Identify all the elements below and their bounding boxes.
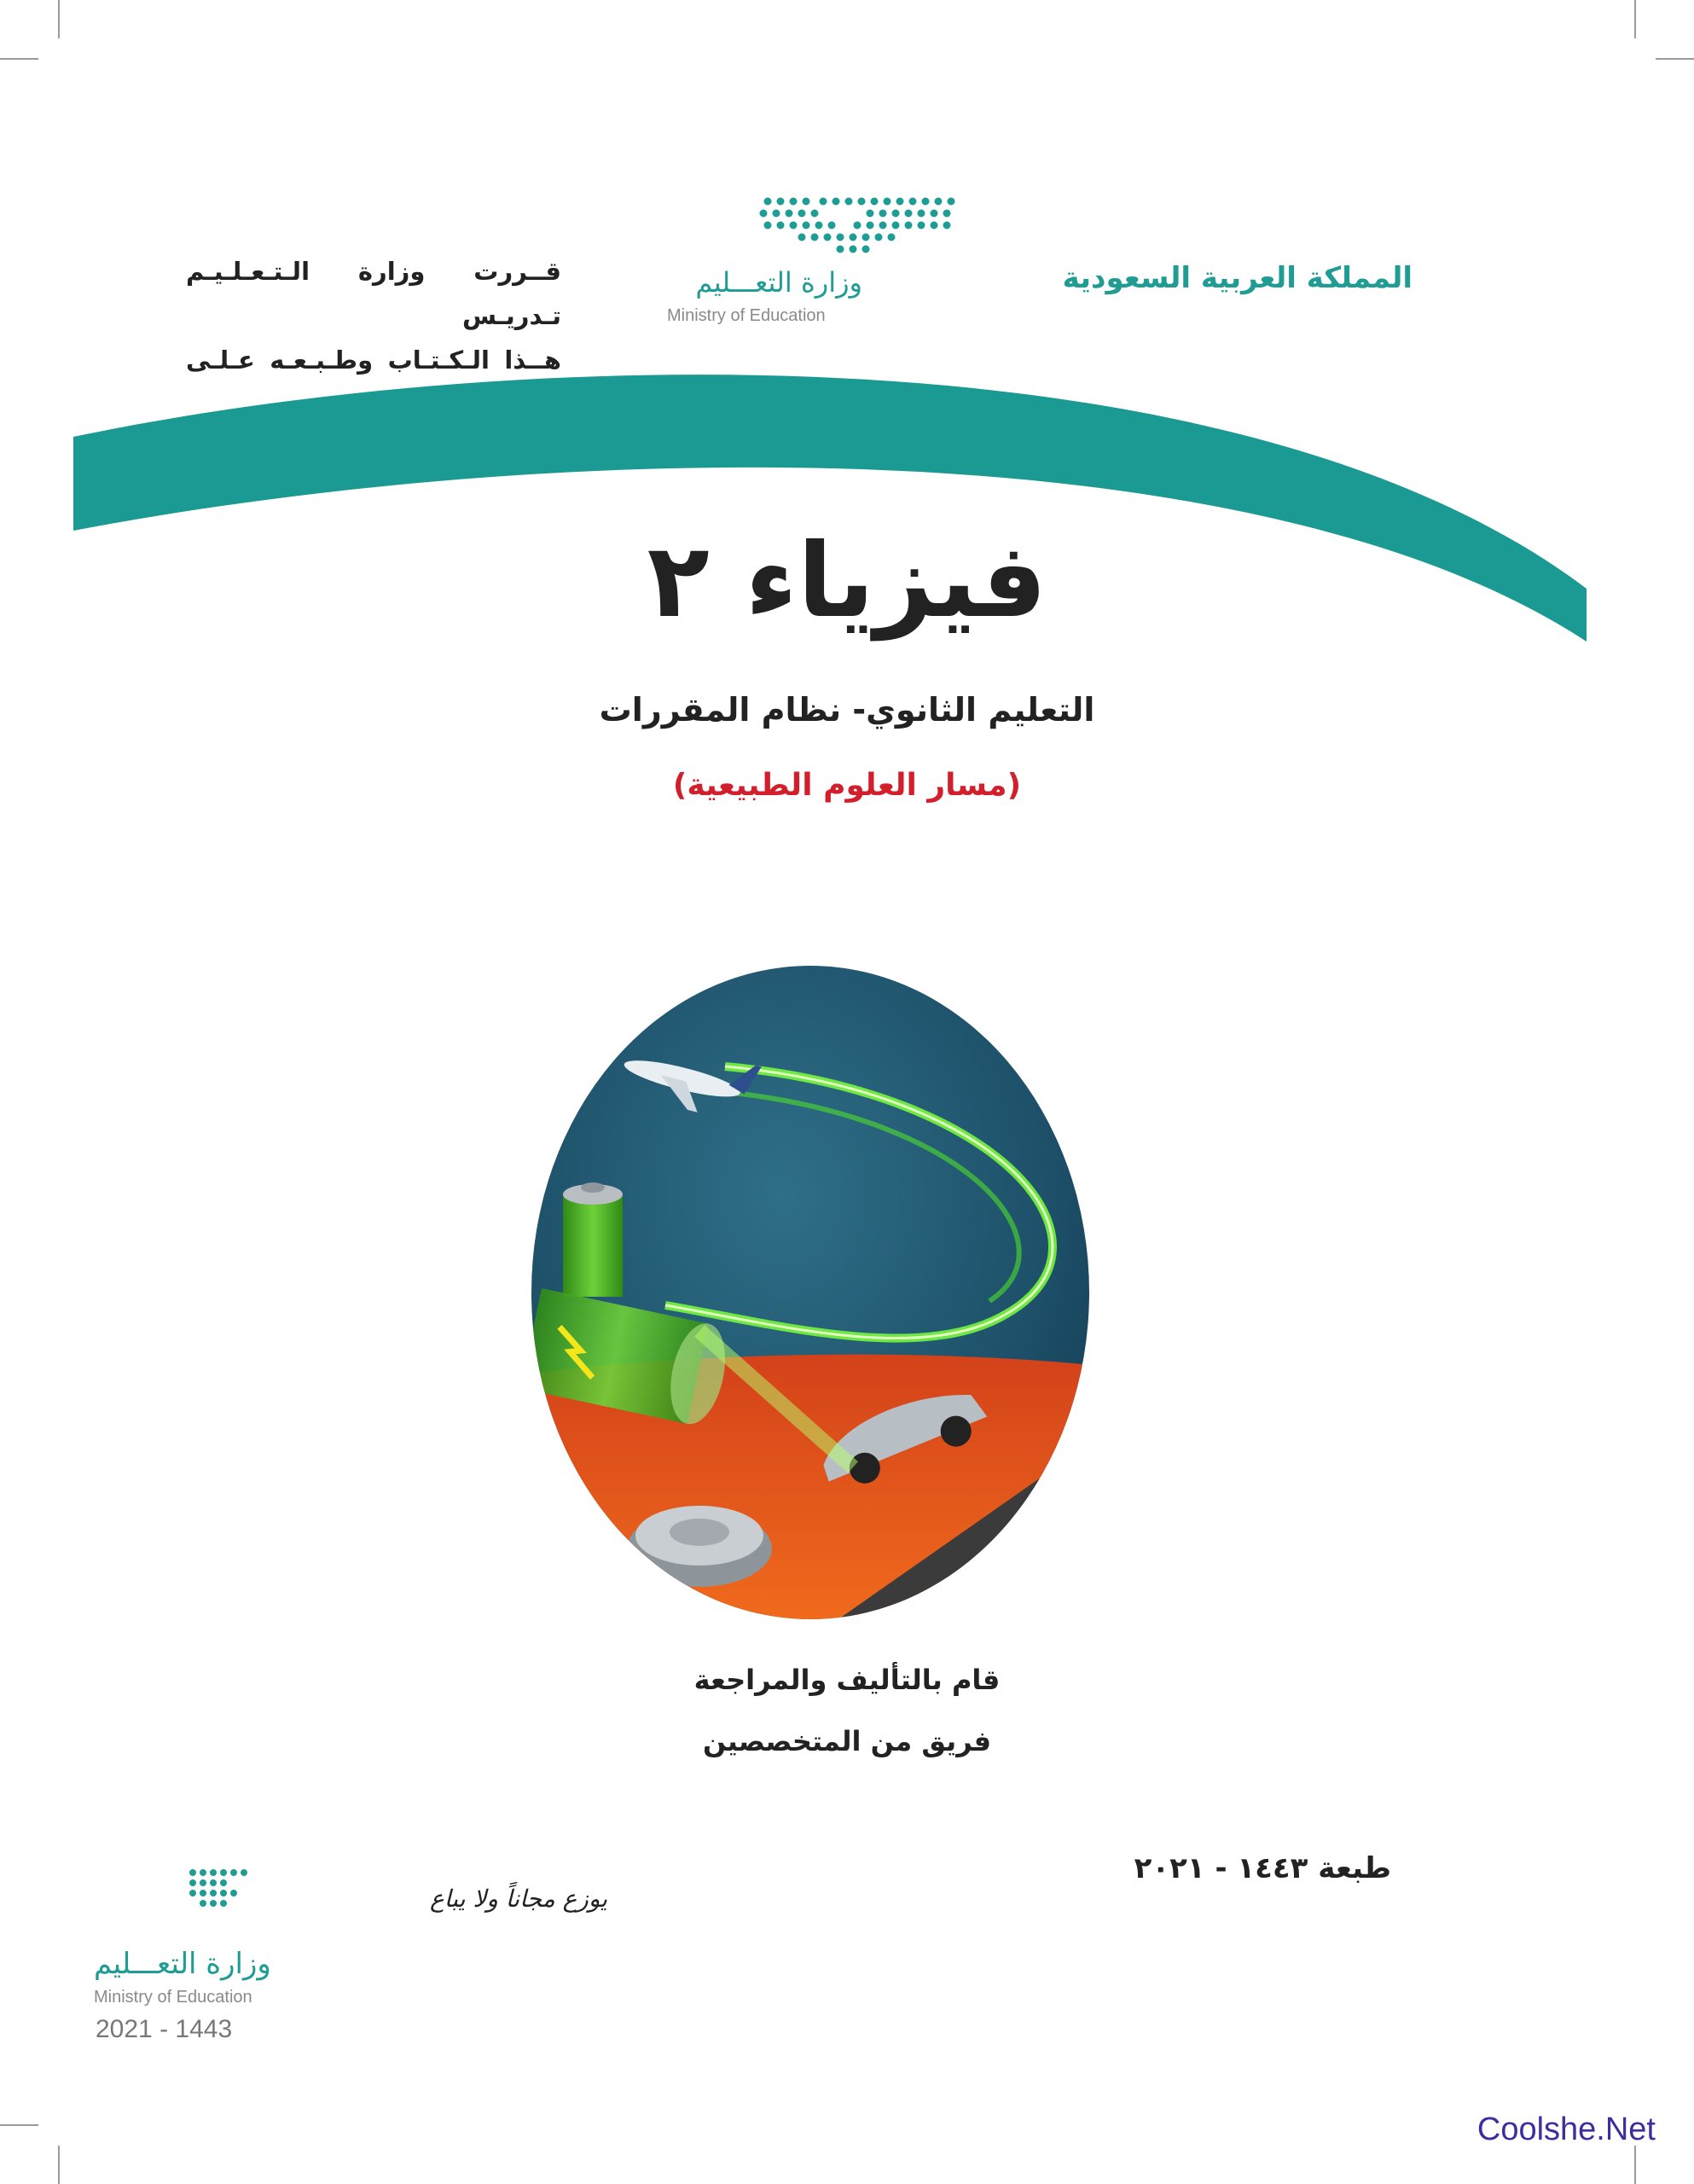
authors-line: فريق من المتخصصين xyxy=(702,1725,992,1757)
crop-mark xyxy=(1634,2146,1636,2184)
ministry-name-english: Ministry of Education xyxy=(667,306,826,325)
footer-ministry-english: Ministry of Education xyxy=(94,1988,252,2007)
watermark-text: Coolshe.Net xyxy=(1476,2111,1656,2147)
footer-ministry-arabic: وزارة التعـــليم xyxy=(94,1947,271,1981)
track-name: (مسار العلوم الطبيعية) xyxy=(672,768,1022,803)
cover-illustration xyxy=(529,964,1092,1621)
kingdom-label: المملكة العربية السعودية xyxy=(1062,261,1413,295)
book-title: فيزياء ٢ xyxy=(647,522,1047,641)
crop-mark xyxy=(0,2124,38,2126)
free-distribution-logo-icon xyxy=(183,1864,608,1928)
ministry-name-arabic: وزارة التعـــليم xyxy=(695,266,862,299)
approval-line-2: هــذا الـكـتـاب وطـبـعـه عـلـى xyxy=(186,346,561,375)
education-stage: التعليم الثانوي- نظام المقررات xyxy=(599,691,1095,729)
footer-years: 2021 - 1443 xyxy=(96,2015,233,2043)
edition-label: طبعة ١٤٤٣ - ٢٠٢١ xyxy=(1134,1851,1391,1885)
slogan-text: يوزع مجاناً ولا يباع xyxy=(430,1885,608,1913)
approval-line-1: قــررت وزارة الـتـعـلـيـم تـدريـس xyxy=(186,257,561,330)
authorship-line: قام بالتأليف والمراجعة xyxy=(693,1664,1001,1696)
crop-mark xyxy=(58,2146,60,2184)
